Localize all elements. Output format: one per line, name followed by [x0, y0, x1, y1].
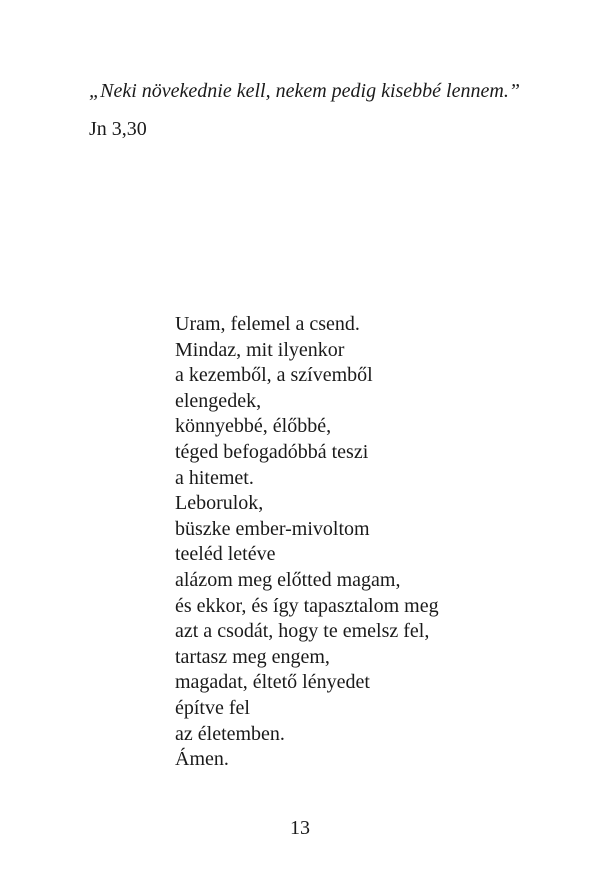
- poem-line: alázom meg előtted magam,: [175, 568, 401, 591]
- poem-line: teeléd letéve: [175, 543, 276, 566]
- poem-line: büszke ember-mivoltom: [175, 517, 370, 540]
- poem-line: azt a csodát, hogy te emelsz fel,: [175, 620, 430, 643]
- poem-line: építve fel: [175, 696, 250, 719]
- poem-line: és ekkor, és így tapasztalom meg: [175, 594, 439, 617]
- poem-line: tartasz meg engem,: [175, 645, 330, 668]
- poem-line: téged befogadóbbá teszi: [175, 440, 369, 463]
- epigraph-reference: Jn 3,30: [89, 118, 147, 140]
- poem-line: Leborulok,: [175, 492, 264, 515]
- poem-line: a kezemből, a szívemből: [175, 364, 373, 387]
- poem-line: Ámen.: [175, 748, 229, 771]
- poem-line: elengedek,: [175, 389, 262, 412]
- poem-line: könnyebbé, élőbbé,: [175, 415, 332, 438]
- poem-line: Mindaz, mit ilyenkor: [175, 338, 345, 361]
- poem-line: Uram, felemel a csend.: [175, 313, 360, 335]
- poem-line: az életemben.: [175, 722, 285, 745]
- page-number: 13: [290, 817, 310, 839]
- poem-line: magadat, éltető lényedet: [175, 671, 370, 694]
- poem-line: a hitemet.: [175, 466, 254, 489]
- epigraph-quote: „Neki növekednie kell, nekem pedig kisebbé lennem.”: [89, 80, 520, 102]
- prayer-poem: [175, 312, 505, 773]
- epigraph: [89, 78, 559, 142]
